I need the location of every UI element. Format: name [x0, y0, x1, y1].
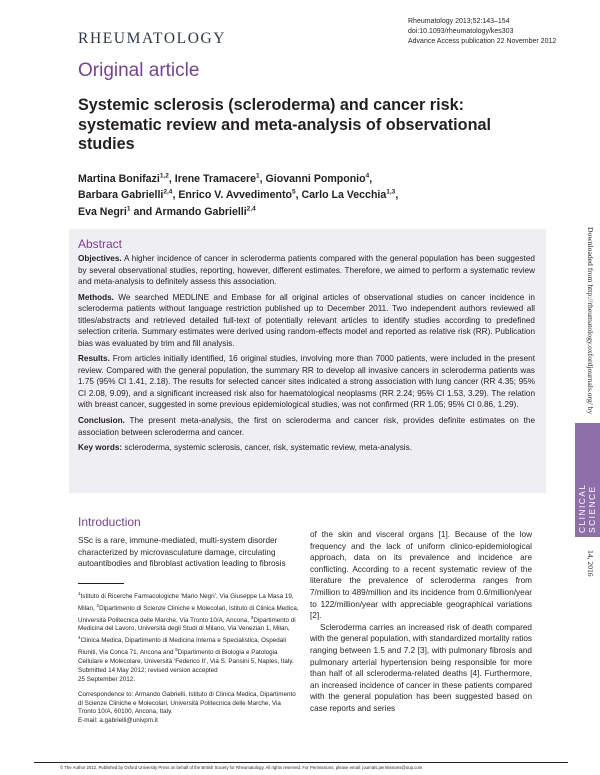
- abstract-conclusion: Conclusion. The present meta-analysis, the first on scleroderma and cancer risk, provides definite estimates on the association between scleroderma and cancer.: [78, 416, 535, 437]
- article-title: Systemic sclerosis (scleroderma) and cancer risk: systematic review and meta-analysis of observational studies: [78, 96, 491, 153]
- footer-rule: [34, 762, 568, 763]
- abstract-keywords: Key words: scleroderma, systemic sclerosis, cancer, risk, systematic review, meta-analysis.: [78, 443, 412, 453]
- email-link[interactable]: E-mail: a.gabrielli@univpm.it: [78, 716, 158, 724]
- download-link[interactable]: Downloaded from http://rheumatology.oxfordjournals.org/ by: [586, 227, 595, 415]
- intro-paragraph: Scleroderma carries an increased risk of death compared with the general population, with standardized mortality ratios ranging between 1.5 and 7.2 [3], with pulmonary fibrosis and pulmonary arterial hypertension being responsible for more than half of all scleroderma-related deaths [4]. Furthermore, an increased incidence of cancer in these patients compared with the general population has been suggested based on case reports and series: [310, 622, 532, 713]
- author: Irene Tramacere$^1$,: [174, 172, 266, 185]
- submission-dates: Submitted 14 May 2012; revised version accepted 25 September 2012.: [78, 667, 218, 684]
- footnote-divider: [78, 583, 124, 584]
- journal-logo: RHEUMATOLOGY: [78, 30, 227, 47]
- author: Martina Bonifazi$^{1,2}$,: [78, 172, 175, 185]
- intro-right-column: [310, 529, 532, 715]
- author: Enrico V. Avvedimento$^5$,: [178, 188, 302, 202]
- clinical-science-tab: CLINICAL SCIENCE: [575, 423, 600, 537]
- abstract-methods: Methods. We searched MEDLINE and Embase for all original articles of observational studies on cancer incidence in scleroderma patients without language restriction published up to December 2011. Two independent authors reviewed all titles/abstracts and retrieved detailed full-text of potentially relevant articles to identify studies according to predefined selection criteria. Summary estimates were derived using random-effects model and reported as relative risk (RR). Publication bias was evaluated by trim and fill analysis.: [78, 292, 535, 348]
- copyright-footer: © The Author 2012. Published by Oxford University Press on behalf of the British Society for Rheumatology. All rights reserved. For Permissions, please email: journals.permissions@oup.com: [60, 765, 423, 770]
- author-list: [78, 169, 518, 219]
- author: Carlo La Vecchia$^{1,3}$,: [301, 188, 399, 202]
- correspondence: Correspondence to: Armando Gabrielli, Istituto di Clinica Medica, Dipartimento di Scienze Cliniche e Molecolari, Università Politecnica delle Marche, Via Tronto 10/A, 60100, Ancona, Italy. E-mail: a.gabrielli@univpm.it: [78, 690, 296, 724]
- intro-left-column: [78, 535, 300, 570]
- doi: doi:10.1093/rheumatology/kes303: [408, 27, 514, 35]
- author: Giovanni Pomponio$^4$,: [265, 172, 373, 185]
- affiliations: $^1$Istituto di Ricerche Farmacologiche ‘Mario Negri’, Via Giuseppe La Masa 19, Milan, $^2$Dipartimento di Scienze Cliniche e Molecolari, Istituto di Clinica Medica, Università Politecnica delle Marche, Via Tronto 10/A, Ancona, $^3$Dipartimento di Medicina del Lavoro, Università degli Studi di Milano, Via Venezian 1, Milan, $^4$Clinica Medica, Dipartimento di Medicina Interna e Specialistica, Ospedali Riuniti, Via Conca 71, Ancona and $^5$Dipartimento di Biologia e Patologia Cellulare e Molecolare, Università ‘Federico II’, Via S. Pansini 5, Naples, Italy.: [78, 591, 299, 665]
- abstract-body: [78, 253, 535, 458]
- affiliations-block: [78, 590, 300, 727]
- citation: Rheumatology 2013;52:143–154: [408, 18, 510, 25]
- access-date: Advance Access publication 22 November 2012: [408, 37, 557, 45]
- author: Barbara Gabrielli$^{2,4}$,: [78, 188, 179, 202]
- citation-block: [408, 17, 568, 46]
- abstract-results: Results. From articles initially identified, 16 original studies, involving more than 7000 patients, were included in the present review. Compared with the general population, the summary RR to develop all invasive cancers in scleroderma patients was 1.75 (95% CI 1.41, 2.18). The results for selected cancer sites indicated a strong association with lung cancer (RR 4.35; 95% CI 2.08, 9.09), and a significant increased risk also for haematological neoplasms (RR 2.24; 95% CI 1.53, 3.29). The relation with breast cancer, suggested in some previous epidemiological studies, was not confirmed (RR 1.05; 95% CI 0.86, 1.29).: [78, 354, 535, 410]
- abstract-objectives: Objectives. A higher incidence of cancer in scleroderma patients compared with the general population has been suggested by several observational studies, reporting, however, different estimates. Therefore, we aimed to perform a systematic review and meta-analysis to definitely assess this association.: [78, 254, 535, 286]
- introduction-heading: Introduction: [78, 515, 141, 529]
- author: Armando Gabrielli$^{2,4}$: [154, 205, 256, 218]
- download-date: 14, 2016: [586, 550, 595, 577]
- section-label: Original article: [78, 60, 200, 81]
- author: Eva Negri$^1$ and: [78, 205, 155, 218]
- intro-paragraph: SSc is a rare, immune-mediated, multi-system disorder characterized by microvasculature damage, circulating autoantibodies and fibroblast activation leading to fibrosis: [78, 536, 286, 569]
- abstract-heading: Abstract: [78, 237, 123, 251]
- intro-paragraph: of the skin and visceral organs [1]. Because of the low frequency and the lack of uniform clinico-epidemiological approach, data on its prevalence and incidence are conflicting. According to a recent systematic review of the literature the prevalence of scleroderma ranges from 7/million to 489/million and its incidence from 0.6/million/year to 122/million/year with appreciable geographical variations [2].: [310, 530, 532, 621]
